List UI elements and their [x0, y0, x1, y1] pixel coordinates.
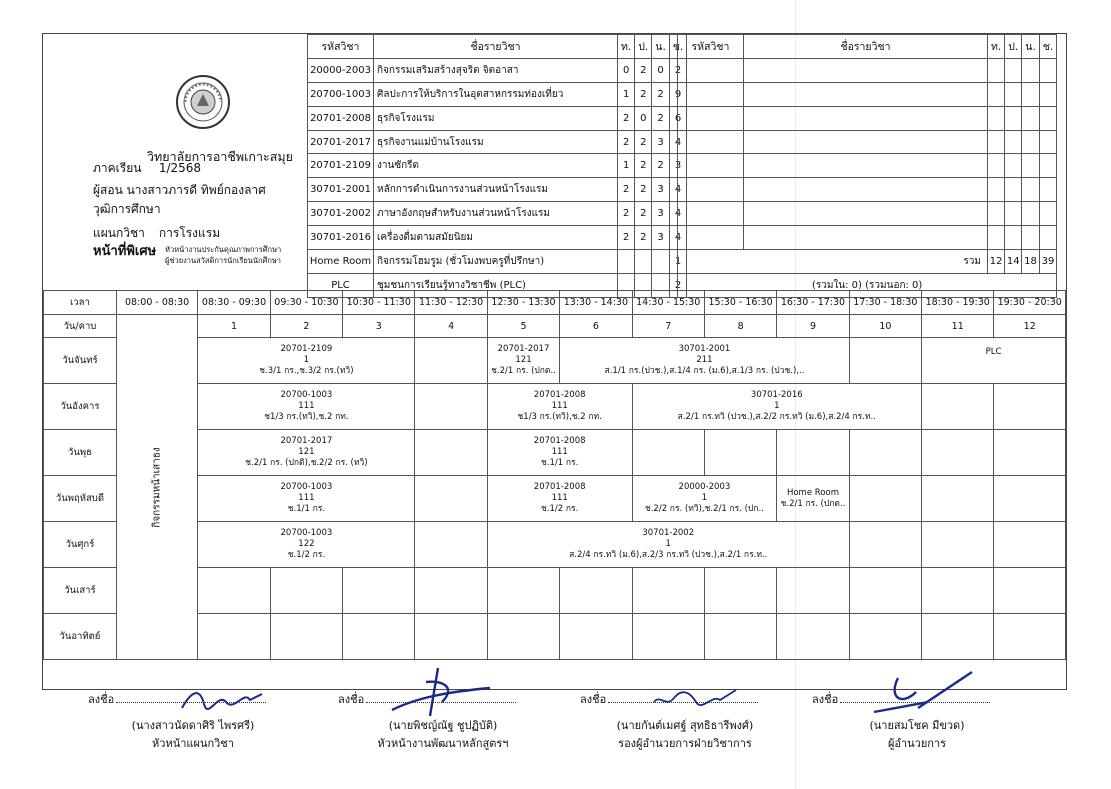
signer-name: (นางสาวนัดดาศิริ ไพรศรี)	[131, 719, 255, 732]
empty-slot	[415, 384, 487, 430]
class-room: 1	[303, 355, 310, 365]
time-slot: 16:30 - 17:30	[777, 291, 849, 315]
subject-name: ธุรกิจโรงแรม	[374, 106, 618, 130]
class-block[interactable]	[198, 476, 415, 522]
col-p: ป.	[1005, 35, 1022, 59]
class-block[interactable]	[560, 338, 849, 384]
total-p: 14	[1005, 250, 1022, 274]
class-code: 20700-1003	[280, 528, 333, 538]
subject-name: หลักการดำเนินการงานส่วนหน้าโรงแรม	[374, 178, 618, 202]
total-n: 18	[1022, 250, 1040, 274]
class-code: 20700-1003	[280, 482, 333, 492]
handwritten-signature-2	[386, 662, 496, 722]
period-number: 2	[270, 315, 342, 338]
period-number: 7	[632, 315, 704, 338]
col-n: น.	[652, 35, 670, 59]
class-groups: ช.2/1 กร. (ปกติ),ช.2/2 กร. (ทวิ)	[245, 458, 368, 468]
class-code: 20701-2109	[280, 344, 333, 354]
day-label: วันเสาร์	[44, 568, 117, 614]
sign-label: ลงชื่อ	[338, 693, 365, 706]
time-slot: 19:30 - 20:30	[994, 291, 1066, 315]
subject-n: 2	[652, 154, 670, 178]
subject-t: 1	[618, 154, 635, 178]
class-room: 121	[515, 355, 532, 365]
subject-n	[652, 250, 670, 274]
class-groups: ช.1/2 กร.	[287, 550, 326, 560]
subject-row-empty	[678, 178, 1057, 202]
subject-p: 2	[635, 130, 652, 154]
subject-n: 3	[652, 178, 670, 202]
col-name: ชื่อรายวิชา	[744, 35, 988, 59]
subject-p: 2	[635, 58, 652, 82]
subject-name: กิจกรรมเสริมสร้างสุจริต จิตอาสา	[374, 58, 618, 82]
period-number: 8	[704, 315, 776, 338]
dept-value: การโรงแรม	[158, 226, 221, 240]
class-block[interactable]	[487, 476, 632, 522]
signature-block-1	[88, 690, 298, 752]
signer-role: ผู้อำนวยการ	[887, 737, 947, 750]
subject-code: 30701-2002	[308, 202, 374, 226]
class-room: 121	[298, 447, 315, 457]
subject-c: 3	[669, 154, 686, 178]
empty-slot	[849, 338, 921, 384]
class-room: 111	[551, 401, 568, 411]
handwritten-signature-3	[650, 686, 740, 712]
col-t: ท.	[988, 35, 1005, 59]
subject-c: 4	[669, 226, 686, 250]
day-label: วันพุธ	[44, 430, 117, 476]
subject-row	[308, 250, 687, 274]
homeroom-column	[116, 315, 197, 660]
class-room: 122	[298, 539, 315, 549]
in-out-summary: (รวมใน: 0) (รวมนอก: 0)	[678, 273, 1057, 297]
class-block[interactable]	[198, 384, 415, 430]
subject-row	[308, 202, 687, 226]
empty-slot	[849, 430, 921, 476]
subjects-table-right	[677, 34, 1057, 298]
period-label: วัน/คาบ	[44, 315, 117, 338]
empty-slot	[415, 522, 487, 568]
day-label: วันจันทร์	[44, 338, 117, 384]
subject-row	[308, 106, 687, 130]
time-slot: 14:30 - 15:30	[632, 291, 704, 315]
signature-block-3	[580, 690, 790, 752]
time-row	[44, 291, 1066, 315]
col-code: รหัสวิชา	[308, 35, 374, 59]
total-t: 12	[988, 250, 1005, 274]
empty-slot	[777, 430, 849, 476]
class-block[interactable]	[198, 430, 415, 476]
class-groups: ส.2/4 กร.ทวิ (ม.6),ส.2/3 กร.ทวิ (ปวช.),ส.2/1 กร.ท..	[569, 550, 768, 560]
subjects-header-row	[308, 35, 687, 59]
class-groups: ช1/3 กร.(ทวิ),ช.2 กท.	[264, 412, 349, 422]
class-block[interactable]	[777, 476, 849, 522]
time-slot: 11:30 - 12:30	[415, 291, 487, 315]
time-slot: 10:30 - 11:30	[343, 291, 415, 315]
signature-block-2	[338, 690, 548, 752]
period-number: 9	[777, 315, 849, 338]
class-code: PLC	[985, 346, 1002, 357]
subject-c: 4	[669, 178, 686, 202]
subject-n: 2	[652, 106, 670, 130]
time-slot: 13:30 - 14:30	[560, 291, 632, 315]
subject-t: 2	[618, 226, 635, 250]
subjects-table-left	[307, 34, 687, 298]
period-row	[44, 315, 1066, 338]
class-code: 30701-2001	[678, 344, 731, 354]
subject-c: 6	[669, 106, 686, 130]
subject-c: 1	[669, 250, 686, 274]
handwritten-signature-4	[868, 668, 978, 718]
total-c: 39	[1039, 250, 1056, 274]
class-code: 30701-2016	[750, 390, 803, 400]
time-slot: 18:30 - 19:30	[922, 291, 994, 315]
class-groups: ส.1/1 กร.(ปวช.),ส.1/4 กร. (ม.6),ส.1/3 กร. (ปวช.),..	[604, 366, 805, 376]
period-number: 10	[849, 315, 921, 338]
time-slot: 08:30 - 09:30	[198, 291, 270, 315]
class-block[interactable]	[632, 476, 777, 522]
period-number: 11	[922, 315, 994, 338]
class-code: 30701-2002	[642, 528, 695, 538]
subjects-header-row	[678, 35, 1057, 59]
subject-p	[635, 250, 652, 274]
class-code: 20701-2017	[280, 436, 333, 446]
time-slot: 17:30 - 18:30	[849, 291, 921, 315]
subject-row-empty	[678, 106, 1057, 130]
school-name: วิทยาลัยการอาชีพเกาะสมุย	[147, 149, 293, 164]
class-groups: ช.3/1 กร.,ช.3/2 กร.(ทวิ)	[259, 366, 354, 376]
col-p: ป.	[635, 35, 652, 59]
class-block[interactable]	[198, 338, 415, 384]
teacher-row	[93, 181, 266, 200]
day-label: วันอังคาร	[44, 384, 117, 430]
homeroom-vertical-text: กิจกรรมหน้าเสาธง	[151, 446, 163, 528]
class-block[interactable]	[487, 522, 849, 568]
class-room: 111	[298, 493, 315, 503]
period-number: 6	[560, 315, 632, 338]
class-groups: ช.1/2 กร.	[541, 504, 579, 514]
subject-n: 3	[652, 202, 670, 226]
timetable-frame	[42, 33, 1067, 690]
signer-name: (นายสมโชค มีขวด)	[869, 719, 965, 732]
subject-name: กิจกรรมโฮมรูม (ชั่วโมงพบครูที่ปรึกษา)	[374, 250, 618, 274]
subject-row-empty	[678, 154, 1057, 178]
subject-t: 2	[618, 202, 635, 226]
teacher-label: ผู้สอน	[93, 183, 123, 197]
term-value: 1/2568	[158, 161, 202, 175]
empty-slot	[922, 476, 994, 522]
subject-n: 3	[652, 226, 670, 250]
class-room: 111	[551, 493, 568, 503]
col-n: น.	[1022, 35, 1040, 59]
empty-slot	[922, 522, 994, 568]
day-label: วันพฤหัสบดี	[44, 476, 117, 522]
handwritten-signature-1	[178, 684, 268, 714]
subject-row-empty	[678, 58, 1057, 82]
empty-slot	[849, 476, 921, 522]
subject-n: 3	[652, 130, 670, 154]
subject-p: 2	[635, 226, 652, 250]
class-block[interactable]	[922, 338, 1066, 384]
teacher-value: นางสาวภารดี ทิพย์กองลาศ	[126, 183, 266, 197]
subject-p: 0	[635, 106, 652, 130]
subject-p: 2	[635, 82, 652, 106]
col-t: ท.	[618, 35, 635, 59]
class-code: 20700-1003	[280, 390, 333, 400]
signer-role: หัวหน้าแผนกวิชา	[152, 737, 234, 750]
class-room: 211	[696, 355, 713, 365]
degree-row	[93, 200, 161, 219]
sign-label: ลงชื่อ	[88, 693, 115, 706]
empty-slot	[994, 430, 1066, 476]
class-groups: ช.2/2 กร. (ทวิ),ช.2/1 กร. (ปก..	[644, 504, 764, 514]
class-code: 20701-2017	[497, 344, 550, 354]
time-slot: 15:30 - 16:30	[704, 291, 776, 315]
time-label: เวลา	[44, 291, 117, 315]
subject-t	[618, 250, 635, 274]
empty-slot	[994, 522, 1066, 568]
subject-c: 4	[669, 202, 686, 226]
signer-name: (นายกันต์เมศฐ์ สุทธิธารีพงศ์)	[616, 719, 754, 732]
day-label: วันอาทิตย์	[44, 614, 117, 660]
subject-code: 30701-2001	[308, 178, 374, 202]
total-label: รวม	[678, 250, 988, 274]
subject-name: งานซักรีด	[374, 154, 618, 178]
class-groups: ช.1/1 กร.	[287, 504, 326, 514]
class-code: 20701-2008	[533, 390, 586, 400]
subject-n: 0	[652, 58, 670, 82]
empty-slot	[922, 430, 994, 476]
subject-code: 20701-2008	[308, 106, 374, 130]
class-code: 20701-2008	[533, 436, 586, 446]
subject-t: 2	[618, 130, 635, 154]
subject-p: 2	[635, 154, 652, 178]
subject-name: ธุรกิจงานแม่บ้านโรงแรม	[374, 130, 618, 154]
empty-slot	[849, 522, 921, 568]
empty-slot	[922, 384, 994, 430]
empty-slot	[704, 430, 776, 476]
subject-t: 2	[618, 106, 635, 130]
subject-t: 2	[618, 178, 635, 202]
schedule-grid	[43, 290, 1066, 660]
subject-row	[308, 154, 687, 178]
day-label: วันศุกร์	[44, 522, 117, 568]
subject-row	[308, 58, 687, 82]
empty-slot	[632, 430, 704, 476]
class-room: 1	[701, 493, 708, 503]
period-number: 5	[487, 315, 559, 338]
col-name: ชื่อรายวิชา	[374, 35, 618, 59]
subject-t: 1	[618, 82, 635, 106]
class-block[interactable]	[198, 522, 415, 568]
subject-name: ศิลปะการให้บริการในอุตสาหกรรมท่องเที่ยว	[374, 82, 618, 106]
class-groups: ช1/3 กร.(ทวิ),ช.2 กท.	[517, 412, 602, 422]
class-room: 111	[298, 401, 315, 411]
time-slot: 09:30 - 10:30	[270, 291, 342, 315]
class-groups: ช.1/1 กร.	[541, 458, 579, 468]
period-number: 3	[343, 315, 415, 338]
subject-c: 9	[669, 82, 686, 106]
duty-line-1: หัวหน้างานประกันคุณภาพการศึกษา	[165, 245, 282, 254]
subject-n: 2	[652, 82, 670, 106]
class-room: 111	[551, 447, 568, 457]
class-code: 20000-2003	[678, 482, 731, 492]
class-block[interactable]	[632, 384, 921, 430]
signer-role: หัวหน้างานพัฒนาหลักสูตรฯ	[377, 737, 509, 750]
subject-c: 2	[669, 273, 686, 297]
subject-row	[308, 226, 687, 250]
class-groups: ส.2/1 กร.ทวิ (ปวช.),ส.2/2 กร.ทวิ (ม.6),ส.2/4 กร.ท..	[677, 412, 876, 422]
subject-row	[308, 178, 687, 202]
subject-c: 4	[669, 130, 686, 154]
subject-row	[308, 82, 687, 106]
class-block[interactable]	[487, 338, 559, 384]
subject-row-empty	[678, 82, 1057, 106]
empty-slot	[994, 384, 1066, 430]
signature-block-4	[812, 690, 1022, 752]
empty-slot	[415, 338, 487, 384]
subject-t: 0	[618, 58, 635, 82]
subject-p: 2	[635, 178, 652, 202]
class-code: 20701-2008	[533, 482, 586, 492]
total-row	[678, 250, 1057, 274]
col-c: ช.	[1039, 35, 1056, 59]
term-label: ภาคเรียน	[93, 161, 142, 175]
subject-row-empty	[678, 130, 1057, 154]
col-c: ช.	[669, 35, 686, 59]
class-code: Home Room	[786, 487, 839, 498]
subject-row-empty	[678, 202, 1057, 226]
subject-code: Home Room	[308, 250, 374, 274]
subject-code: PLC	[308, 273, 374, 297]
class-block[interactable]	[487, 384, 632, 430]
subject-row-empty	[678, 226, 1057, 250]
subject-code: 20700-1003	[308, 82, 374, 106]
signer-role: รองผู้อำนวยการฝ่ายวิชาการ	[618, 737, 752, 750]
sign-label: ลงชื่อ	[812, 693, 839, 706]
class-block[interactable]	[487, 430, 632, 476]
period-number: 1	[198, 315, 270, 338]
duty-label: หน้าที่พิเศษ	[93, 244, 157, 259]
subject-name: ชุมชนการเรียนรู้ทางวิชาชีพ (PLC)	[374, 273, 618, 297]
duty-line-2: ผู้ช่วยงานสวัสดิการนักเรียนนักศึกษา	[165, 256, 282, 265]
subject-c: 2	[669, 58, 686, 82]
subject-code: 20701-2017	[308, 130, 374, 154]
period-number: 4	[415, 315, 487, 338]
school-seal-icon	[175, 74, 231, 130]
class-room: 1	[665, 539, 671, 549]
degree-label: วุฒิการศึกษา	[93, 202, 161, 216]
sign-label: ลงชื่อ	[580, 693, 607, 706]
signer-name: (นายพิชญ์ณัฐ ชูปฏิบัติ)	[388, 719, 498, 732]
class-groups: ช.2/1 กร. (ปกต..	[491, 366, 556, 376]
time-slot: 12:30 - 13:30	[487, 291, 559, 315]
col-code: รหัสวิชา	[678, 35, 744, 59]
subject-row	[308, 130, 687, 154]
subject-p: 2	[635, 202, 652, 226]
empty-slot	[994, 476, 1066, 522]
subject-code: 20000-2003	[308, 58, 374, 82]
subject-code: 30701-2016	[308, 226, 374, 250]
subject-name: เครื่องดื่มตามสมัยนิยม	[374, 226, 618, 250]
period-number: 12	[994, 315, 1066, 338]
subject-name: ภาษาอังกฤษสำหรับงานส่วนหน้าโรงแรม	[374, 202, 618, 226]
empty-slot	[415, 430, 487, 476]
subject-code: 20701-2109	[308, 154, 374, 178]
time-slot: 08:00 - 08:30	[116, 291, 197, 315]
class-room: 1	[774, 401, 780, 411]
term-row	[93, 159, 201, 178]
empty-slot	[415, 476, 487, 522]
dept-label: แผนกวิชา	[93, 226, 145, 240]
class-groups: ช.2/1 กร. (ปกต..	[780, 498, 846, 509]
